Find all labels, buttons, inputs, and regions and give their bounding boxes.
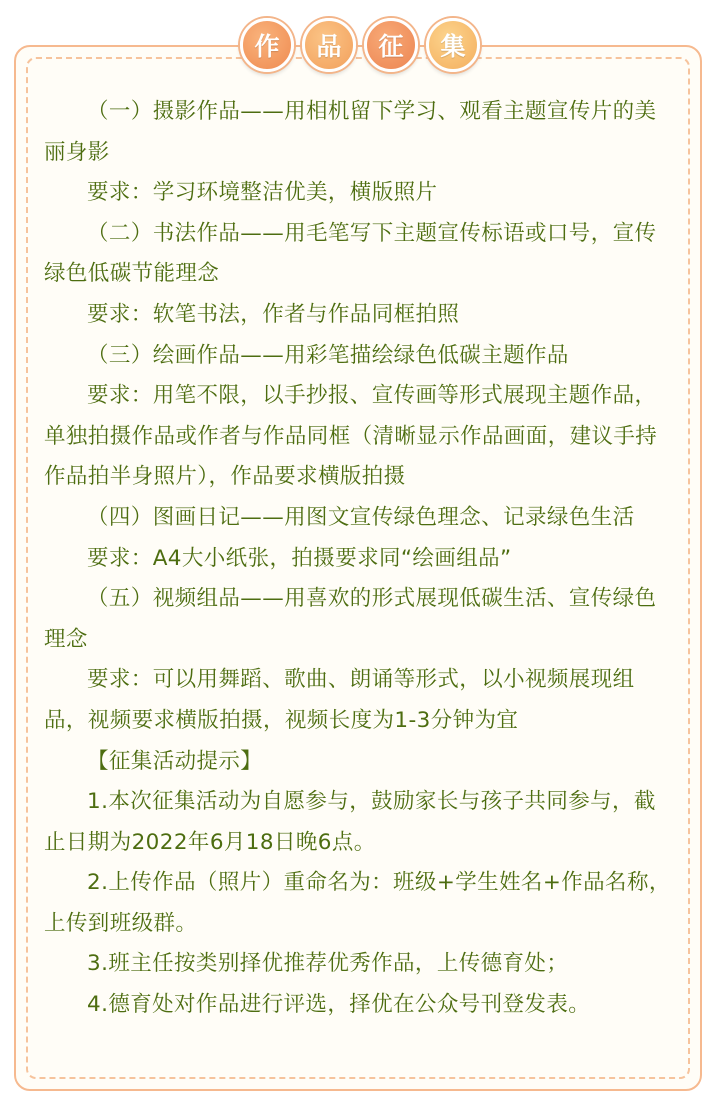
paragraph-painting: （三）绘画作品——用彩笔描绘绿色低碳主题作品 [87,342,569,368]
title-char-circle: 集 [426,18,480,72]
tip-item-3: 3.班主任按类别择优推荐优秀作品，上传德育处； [87,951,569,977]
title-char-circle: 作 [240,18,294,72]
paragraph-calligraphy: （二）书法作品——用毛笔写下主题宣传标语或口号，宣传绿色低碳节能理念 [44,220,657,287]
tip-item-2: 2.上传作品（照片）重命名为：班级+学生姓名+作品名称，上传到班级群。 [44,870,671,936]
paragraph-picture-diary-requirement: 要求：A4大小纸张，拍摄要求同“绘画组品” [87,545,512,571]
title-char-circle: 品 [302,18,356,72]
tips-heading: 【征集活动提示】 [87,748,263,774]
body-text [44,92,674,1026]
title-char-circle: 征 [364,18,418,72]
paragraph-calligraphy-requirement: 要求：软笔书法，作者与作品同框拍照 [87,301,460,327]
paragraph-video: （五）视频组品——用喜欢的形式展现低碳生活、宣传绿色理念 [44,586,657,652]
paragraph-video-requirement: 要求：可以用舞蹈、歌曲、朗诵等形式，以小视频展现组品，视频要求横版拍摄，视频长度为1-3分钟为宜 [44,667,635,733]
tip-item-4: 4.德育处对作品进行评选，择优在公众号刊登发表。 [87,992,591,1018]
tip-item-1: 1.本次征集活动为自愿参与，鼓励家长与孩子共同参与，截止日期为2022年6月18日晚6点。 [44,789,656,855]
paragraph-photography-requirement: 要求：学习环境整洁优美，横版照片 [87,180,438,206]
paragraph-photography: （一）摄影作品——用相机留下学习、观看主题宣传片的美丽身影 [44,99,657,165]
paragraph-painting-requirement: 要求：用笔不限，以手抄报、宣传画等形式展现主题作品，单独拍摄作品或作者与作品同框（清晰显示作品画面，建议手持作品拍半身照片），作品要求横版拍摄 [44,383,658,490]
section-title [0,18,720,78]
paragraph-picture-diary: （四）图画日记——用图文宣传绿色理念、记录绿色生活 [87,504,635,530]
